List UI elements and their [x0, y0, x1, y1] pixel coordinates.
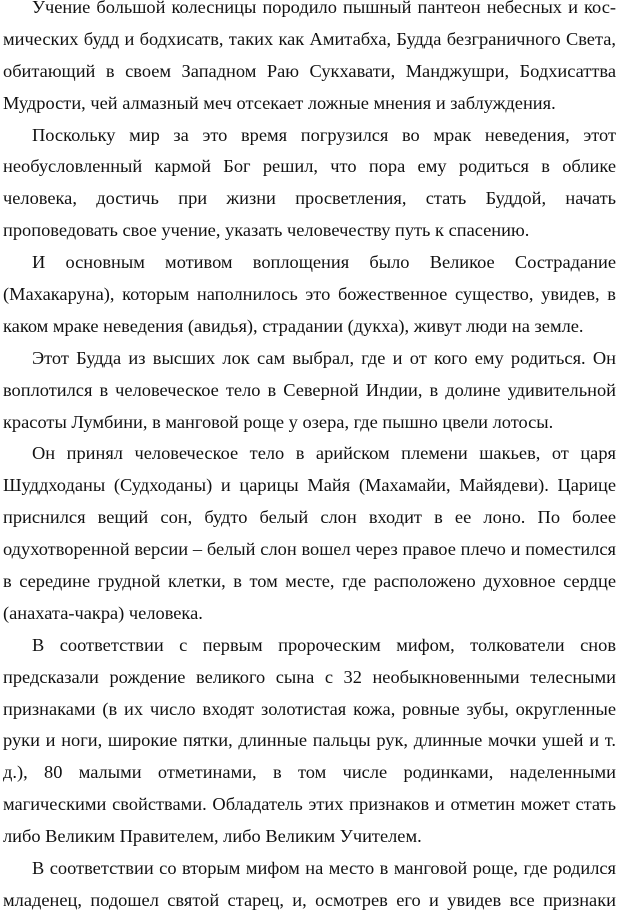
text-line: руки и ноги, широкие пятки, длинные пальцы рук, длинные мочки ушей и т.: [3, 730, 616, 751]
text-line: необусловленный кармой Бог решил, что пора ему родиться в облике: [3, 156, 616, 177]
paragraph-decision-to-be-born: [3, 120, 616, 248]
paragraph-first-myth: [3, 630, 616, 853]
text-line: признаками (в их число входят золотистая кожа, ровные зубы, округленные: [3, 698, 616, 719]
paragraph-second-myth: [3, 853, 616, 917]
paragraph-shakya-birth: [3, 438, 616, 629]
text-line: И основным мотивом воплощения было Великое Сострадание: [32, 252, 616, 273]
text-line: д.), 80 малыми отметинами, в том числе родинками, наделенными: [3, 762, 616, 783]
text-line: (Махакаруна), которым наполнилось это божественное существо, увидев, в: [3, 284, 616, 305]
text-line: младенец, подошел святой старец, и, осмотрев его и увидев все признаки: [3, 889, 616, 910]
text-line: мических будд и бодхисатв, таких как Амитабха, Будда безграничного Света,: [3, 28, 616, 49]
text-line: каком мраке неведения (авидья), страдании (дукха), живут люди на земле.: [3, 315, 584, 336]
text-line: Шуддходаны (Судходаны) и царицы Майя (Махамайи, Майядеви). Царице: [3, 475, 616, 496]
text-line: либо Великим Правителем, либо Великим Учителем.: [3, 826, 422, 847]
text-line: одухотворенной версии – белый слон вошел через правое плечо и поместился: [3, 539, 616, 560]
text-line: Учение большой колесницы породило пышный пантеон небесных и кос-: [32, 0, 616, 17]
text-line: воплотился в человеческое тело в Северной Индии, в долине удивительной: [3, 379, 616, 400]
text-line: обитающий в своем Западном Раю Сукхавати, Манджушри, Бодхисаттва: [3, 60, 616, 81]
text-line: Поскольку мир за это время погрузился во мрак неведения, этот: [32, 124, 616, 145]
text-line: магическими свойствами. Обладатель этих признаков и отметин может стать: [3, 794, 616, 815]
text-line: человека, достичь при жизни просветления, стать Буддой, начать: [3, 188, 616, 209]
text-line: В соответствии со вторым мифом на место в манговой роще, где родился: [32, 858, 616, 879]
text-line: Мудрости, чей алмазный меч отсекает ложные мнения и заблуждения.: [3, 92, 556, 113]
paragraph-great-compassion: [3, 247, 616, 343]
text-line: Этот Будда из высших лок сам выбрал, где и от кого ему родиться. Он: [32, 347, 616, 368]
text-line: проповедовать свое учение, указать человечеству путь к спасению.: [3, 220, 530, 241]
text-line: в середине грудной клетки, в том месте, где расположено духовное сердце: [3, 571, 616, 592]
paragraph-lumbini: [3, 343, 616, 439]
text-line: красоты Лумбини, в манговой роще у озера, где пышно цвели лотосы.: [3, 411, 554, 432]
text-line: приснился вещий сон, будто белый слон входит в ее лоно. По более: [3, 507, 616, 528]
text-line: предсказали рождение великого сына с 32 необыкновенными телесными: [3, 666, 616, 687]
text-line: Он принял человеческое тело в арийском племени шакьев, от царя: [32, 443, 616, 464]
text-line: В соответствии с первым пророческим мифом, толкователи снов: [32, 634, 616, 655]
text-line: (анахата-чакра) человека.: [3, 602, 203, 623]
paragraph-mahayana-pantheon: [3, 0, 616, 120]
